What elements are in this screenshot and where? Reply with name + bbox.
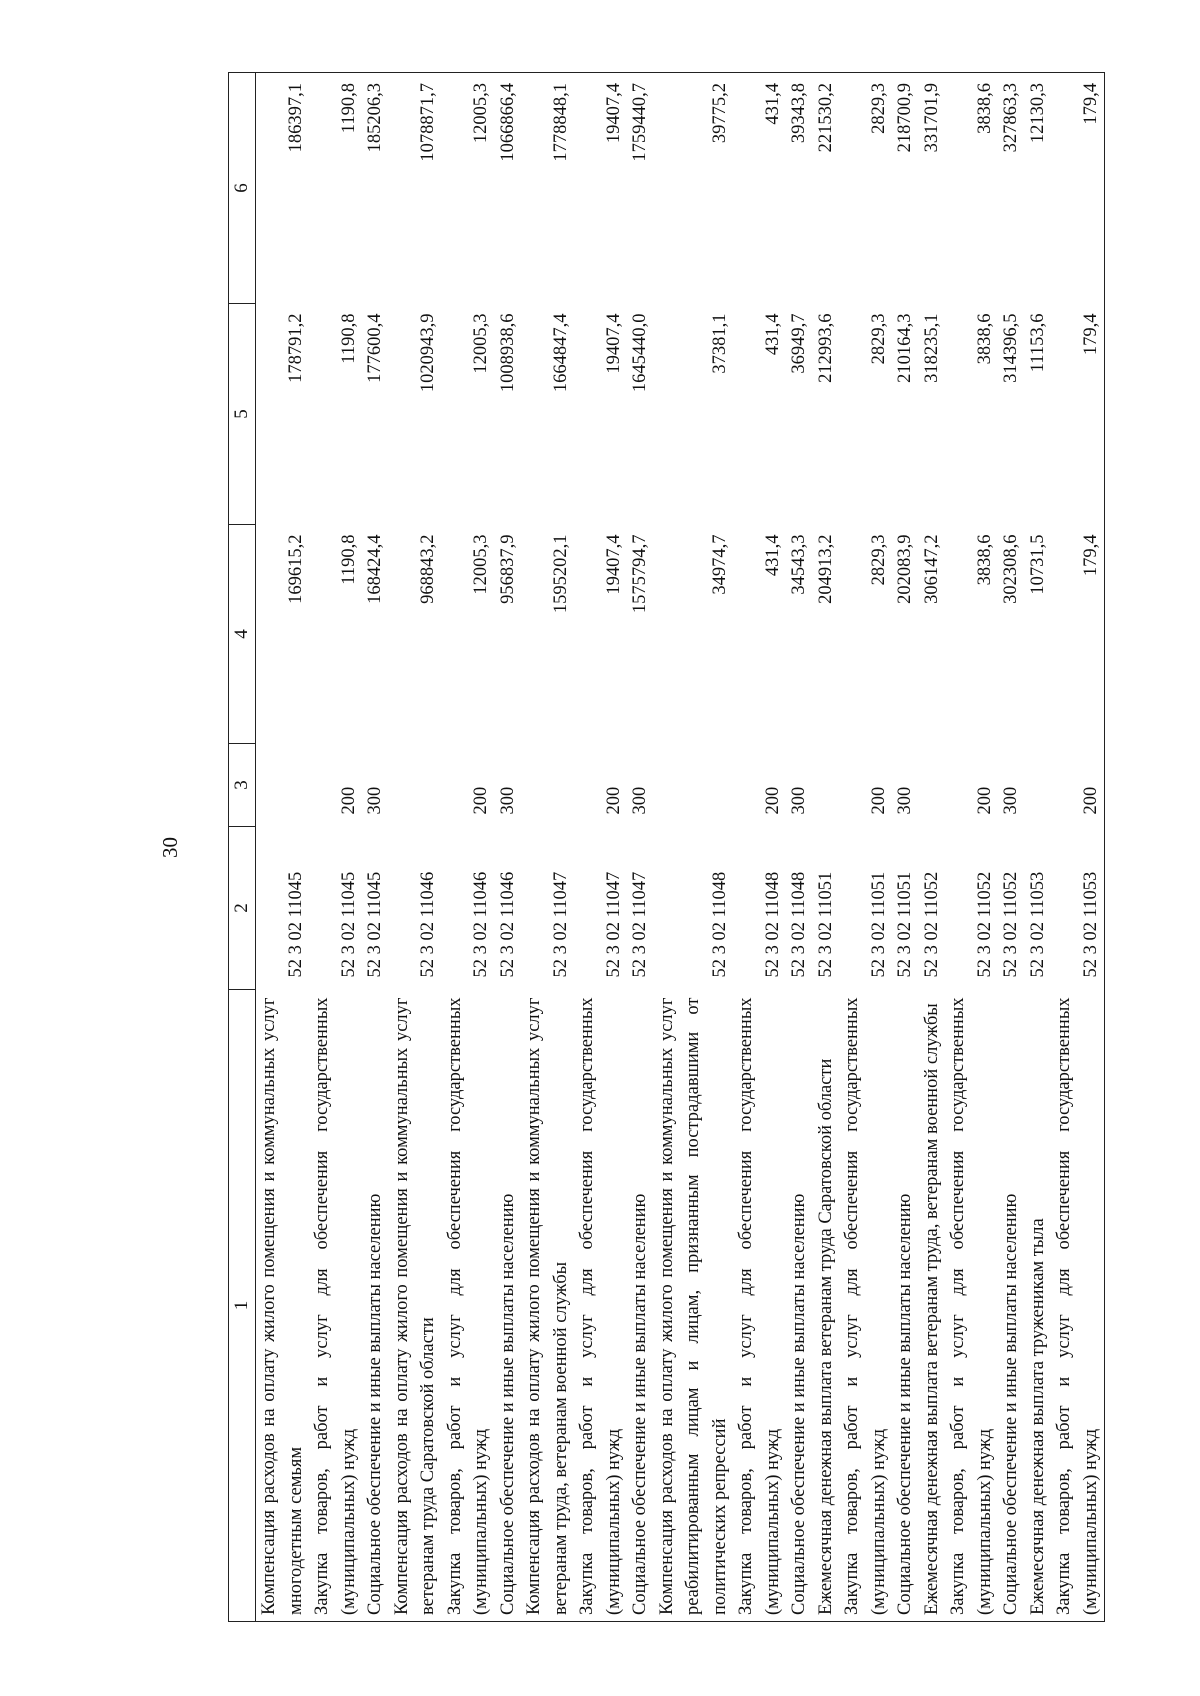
row-code: 52 3 02 11051 bbox=[815, 871, 836, 978]
row-code: 52 3 02 11045 bbox=[338, 871, 359, 978]
row-value-col5: 1020943,9 bbox=[418, 313, 438, 393]
row-value-col5: 37381,1 bbox=[709, 313, 730, 374]
row-name: Социальное обеспечение и иные выплаты населению bbox=[362, 990, 389, 1622]
rotated-page bbox=[150, 73, 1101, 1622]
row-value-col6: 1778848,1 bbox=[521, 73, 574, 304]
header-col-5: 5 bbox=[229, 304, 256, 525]
row-name: Ежемесячная денежная выплата ветеранам труда, ветеранам военной службы bbox=[919, 990, 946, 1622]
row-code: 52 3 02 11045 bbox=[365, 871, 385, 978]
row-name: Закупка товаров, работ и услуг для обеспечения государственных (муниципальных) нужд bbox=[574, 990, 627, 1622]
row-value-col4: 168424,4 bbox=[365, 534, 385, 604]
table-row bbox=[627, 73, 654, 1622]
row-code: 52 3 02 11047 bbox=[630, 871, 650, 978]
row-value-col4: 179,4 bbox=[1051, 525, 1105, 744]
row-expense-type: 200 bbox=[1051, 744, 1105, 827]
row-expense-type bbox=[256, 744, 310, 827]
row-name: Ежемесячная денежная выплата ветеранам труда Саратовской области bbox=[813, 990, 840, 1622]
table-row bbox=[892, 73, 919, 1622]
row-expense-type: 300 bbox=[365, 786, 385, 815]
row-value-col4: 431,4 bbox=[762, 534, 783, 577]
row-value-col4: 34974,7 bbox=[709, 534, 730, 595]
row-code: 52 3 02 11045 bbox=[285, 871, 306, 978]
header-col-3: 3 bbox=[229, 744, 256, 827]
row-value-col4: 1595202,1 bbox=[550, 534, 571, 614]
row-expense-type: 300 bbox=[789, 786, 809, 815]
row-value-col4: 10731,5 bbox=[1027, 534, 1048, 595]
row-code: 52 3 02 11052 bbox=[921, 871, 942, 978]
row-expense-type bbox=[521, 744, 574, 827]
budget-table bbox=[228, 72, 1105, 1622]
row-value-col4: 968843,2 bbox=[418, 534, 438, 604]
row-value-col6: 12130,3 bbox=[1025, 73, 1052, 304]
table-row bbox=[786, 73, 813, 1622]
row-value-col6: 1190,8 bbox=[309, 73, 362, 304]
table-row bbox=[945, 73, 998, 1622]
row-value-col5: 179,4 bbox=[1051, 304, 1105, 525]
table-row bbox=[839, 73, 892, 1622]
header-col-2: 2 bbox=[229, 827, 256, 990]
row-code: 52 3 02 11048 bbox=[789, 871, 809, 978]
table-row bbox=[495, 73, 522, 1622]
row-value-col4: 12005,3 bbox=[471, 534, 491, 595]
row-name: Закупка товаров, работ и услуг для обеспечения государственных (муниципальных) нужд bbox=[442, 990, 495, 1622]
row-value-col6: 221530,2 bbox=[813, 73, 840, 304]
row-value-col4: 34543,3 bbox=[789, 534, 809, 595]
row-code: 52 3 02 11048 bbox=[709, 871, 730, 978]
row-name: Ежемесячная денежная выплата труженикам тыла bbox=[1025, 990, 1052, 1622]
row-code: 52 3 02 11051 bbox=[895, 871, 915, 978]
table-row bbox=[574, 73, 627, 1622]
table-row bbox=[1025, 73, 1052, 1622]
row-value-col6: 1078871,7 bbox=[389, 73, 442, 304]
row-code: 52 3 02 11052 bbox=[974, 871, 995, 978]
row-value-col5: 3838,6 bbox=[974, 313, 995, 365]
row-value-col5: 178791,2 bbox=[285, 313, 306, 383]
row-name: Компенсация расходов на оплату жилого помещения и коммунальных услуг ветеранам труда, ветеранам военной службы bbox=[521, 990, 574, 1622]
row-name: Социальное обеспечение и иные выплаты населению bbox=[998, 990, 1025, 1622]
row-expense-type: 300 bbox=[895, 786, 915, 815]
row-code: 52 3 02 11053 bbox=[1027, 871, 1048, 978]
row-name: Социальное обеспечение и иные выплаты населению bbox=[495, 990, 522, 1622]
row-code: 52 3 02 11051 bbox=[868, 871, 889, 978]
row-expense-type: 200 bbox=[974, 786, 995, 815]
table-row bbox=[919, 73, 946, 1622]
table-row bbox=[389, 73, 442, 1622]
row-name: Закупка товаров, работ и услуг для обеспечения государственных (муниципальных) нужд bbox=[839, 990, 892, 1622]
row-name: Компенсация расходов на оплату жилого помещения и коммунальных услуг реабилитированным лицам и лицам, признанным пострадавшими от политических репрессий bbox=[654, 990, 734, 1622]
row-value-col6: 331701,9 bbox=[919, 73, 946, 304]
row-expense-type: 200 bbox=[471, 786, 491, 815]
row-name: Социальное обеспечение и иные выплаты населению bbox=[627, 990, 654, 1622]
row-value-col5: 11153,6 bbox=[1027, 313, 1048, 373]
row-expense-type: 200 bbox=[868, 786, 889, 815]
row-value-col6: 327863,3 bbox=[998, 73, 1025, 304]
row-code: 52 3 02 11053 bbox=[1051, 827, 1105, 990]
row-expense-type: 300 bbox=[497, 786, 518, 815]
row-expense-type bbox=[919, 744, 946, 827]
row-value-col4: 3838,6 bbox=[974, 534, 995, 586]
row-value-col5: 210164,3 bbox=[895, 313, 915, 383]
row-value-col5: 1190,8 bbox=[338, 313, 359, 364]
row-value-col6: 431,4 bbox=[733, 73, 786, 304]
row-value-col6: 1759440,7 bbox=[627, 73, 654, 304]
row-name: Социальное обеспечение и иные выплаты населению bbox=[892, 990, 919, 1622]
row-name: Компенсация расходов на оплату жилого помещения и коммунальных услуг многодетным семьям bbox=[256, 990, 310, 1622]
row-code: 52 3 02 11046 bbox=[418, 871, 438, 978]
row-value-col5: 1008938,6 bbox=[497, 313, 518, 393]
table-row bbox=[998, 73, 1025, 1622]
row-value-col4: 2829,3 bbox=[868, 534, 889, 586]
row-value-col6: 39775,2 bbox=[654, 73, 734, 304]
row-code: 52 3 02 11046 bbox=[497, 871, 518, 978]
row-value-col4: 19407,4 bbox=[603, 534, 624, 595]
row-value-col5: 1664847,4 bbox=[550, 313, 571, 393]
row-value-col5: 318235,1 bbox=[921, 313, 942, 383]
row-expense-type: 200 bbox=[603, 786, 624, 815]
header-col-4: 4 bbox=[229, 525, 256, 744]
table-row bbox=[442, 73, 495, 1622]
row-value-col4: 302308,6 bbox=[1001, 534, 1021, 604]
row-value-col5: 212993,6 bbox=[815, 313, 836, 383]
row-value-col6: 19407,4 bbox=[574, 73, 627, 304]
row-value-col6: 2829,3 bbox=[839, 73, 892, 304]
row-value-col4: 169615,2 bbox=[285, 534, 306, 604]
row-name: Закупка товаров, работ и услуг для обеспечения государственных (муниципальных) нужд bbox=[309, 990, 362, 1622]
row-value-col6: 179,4 bbox=[1051, 73, 1105, 304]
row-value-col6: 12005,3 bbox=[442, 73, 495, 304]
header-col-6: 6 bbox=[229, 73, 256, 304]
row-value-col6: 186397,1 bbox=[256, 73, 310, 304]
row-name: Закупка товаров, работ и услуг для обеспечения государственных (муниципальных) нужд bbox=[733, 990, 786, 1622]
row-value-col5: 12005,3 bbox=[471, 313, 491, 374]
row-value-col4: 306147,2 bbox=[921, 534, 942, 604]
row-value-col5: 177600,4 bbox=[365, 313, 385, 383]
row-name: Закупка товаров, работ и услуг для обеспечения государственных (муниципальных) нужд bbox=[945, 990, 998, 1622]
row-expense-type: 300 bbox=[630, 786, 650, 815]
row-value-col5: 1645440,0 bbox=[630, 313, 650, 393]
row-code: 52 3 02 11048 bbox=[762, 871, 783, 978]
row-value-col4: 204913,2 bbox=[815, 534, 836, 604]
table-row bbox=[654, 73, 734, 1622]
row-value-col6: 39343,8 bbox=[786, 73, 813, 304]
table-row bbox=[1051, 73, 1105, 1622]
row-value-col6: 1066866,4 bbox=[495, 73, 522, 304]
row-expense-type: 200 bbox=[338, 786, 359, 815]
row-value-col5: 2829,3 bbox=[868, 313, 889, 365]
row-code: 52 3 02 11047 bbox=[603, 871, 624, 978]
row-expense-type bbox=[813, 744, 840, 827]
row-value-col4: 202083,9 bbox=[895, 534, 915, 604]
row-expense-type bbox=[654, 744, 734, 827]
header-row bbox=[229, 73, 256, 1622]
table-row bbox=[309, 73, 362, 1622]
row-value-col6: 218700,9 bbox=[892, 73, 919, 304]
row-value-col5: 36949,7 bbox=[789, 313, 809, 374]
row-expense-type bbox=[389, 744, 442, 827]
row-expense-type bbox=[1025, 744, 1052, 827]
row-value-col4: 956837,9 bbox=[497, 534, 518, 604]
row-value-col5: 431,4 bbox=[762, 313, 783, 356]
row-expense-type: 300 bbox=[1001, 786, 1021, 815]
header-col-1: 1 bbox=[229, 990, 256, 1622]
row-value-col4: 1190,8 bbox=[338, 534, 359, 585]
row-value-col5: 19407,4 bbox=[603, 313, 624, 374]
table-row bbox=[813, 73, 840, 1622]
row-name: Закупка товаров, работ и услуг для обеспечения государственных (муниципальных) нужд bbox=[1051, 990, 1105, 1622]
row-value-col4: 1575794,7 bbox=[630, 534, 650, 614]
row-value-col6: 3838,6 bbox=[945, 73, 998, 304]
row-expense-type: 200 bbox=[762, 786, 783, 815]
page-number: 30 bbox=[158, 837, 182, 858]
row-name: Социальное обеспечение и иные выплаты населению bbox=[786, 990, 813, 1622]
row-code: 52 3 02 11046 bbox=[471, 871, 491, 978]
row-code: 52 3 02 11047 bbox=[550, 871, 571, 978]
row-value-col6: 185206,3 bbox=[362, 73, 389, 304]
table-row bbox=[256, 73, 310, 1622]
table-row bbox=[521, 73, 574, 1622]
row-name: Компенсация расходов на оплату жилого помещения и коммунальных услуг ветеранам труда Саратовской области bbox=[389, 990, 442, 1622]
row-value-col5: 314396,5 bbox=[1001, 313, 1021, 383]
table-row bbox=[362, 73, 389, 1622]
table-row bbox=[733, 73, 786, 1622]
row-code: 52 3 02 11052 bbox=[1001, 871, 1021, 978]
